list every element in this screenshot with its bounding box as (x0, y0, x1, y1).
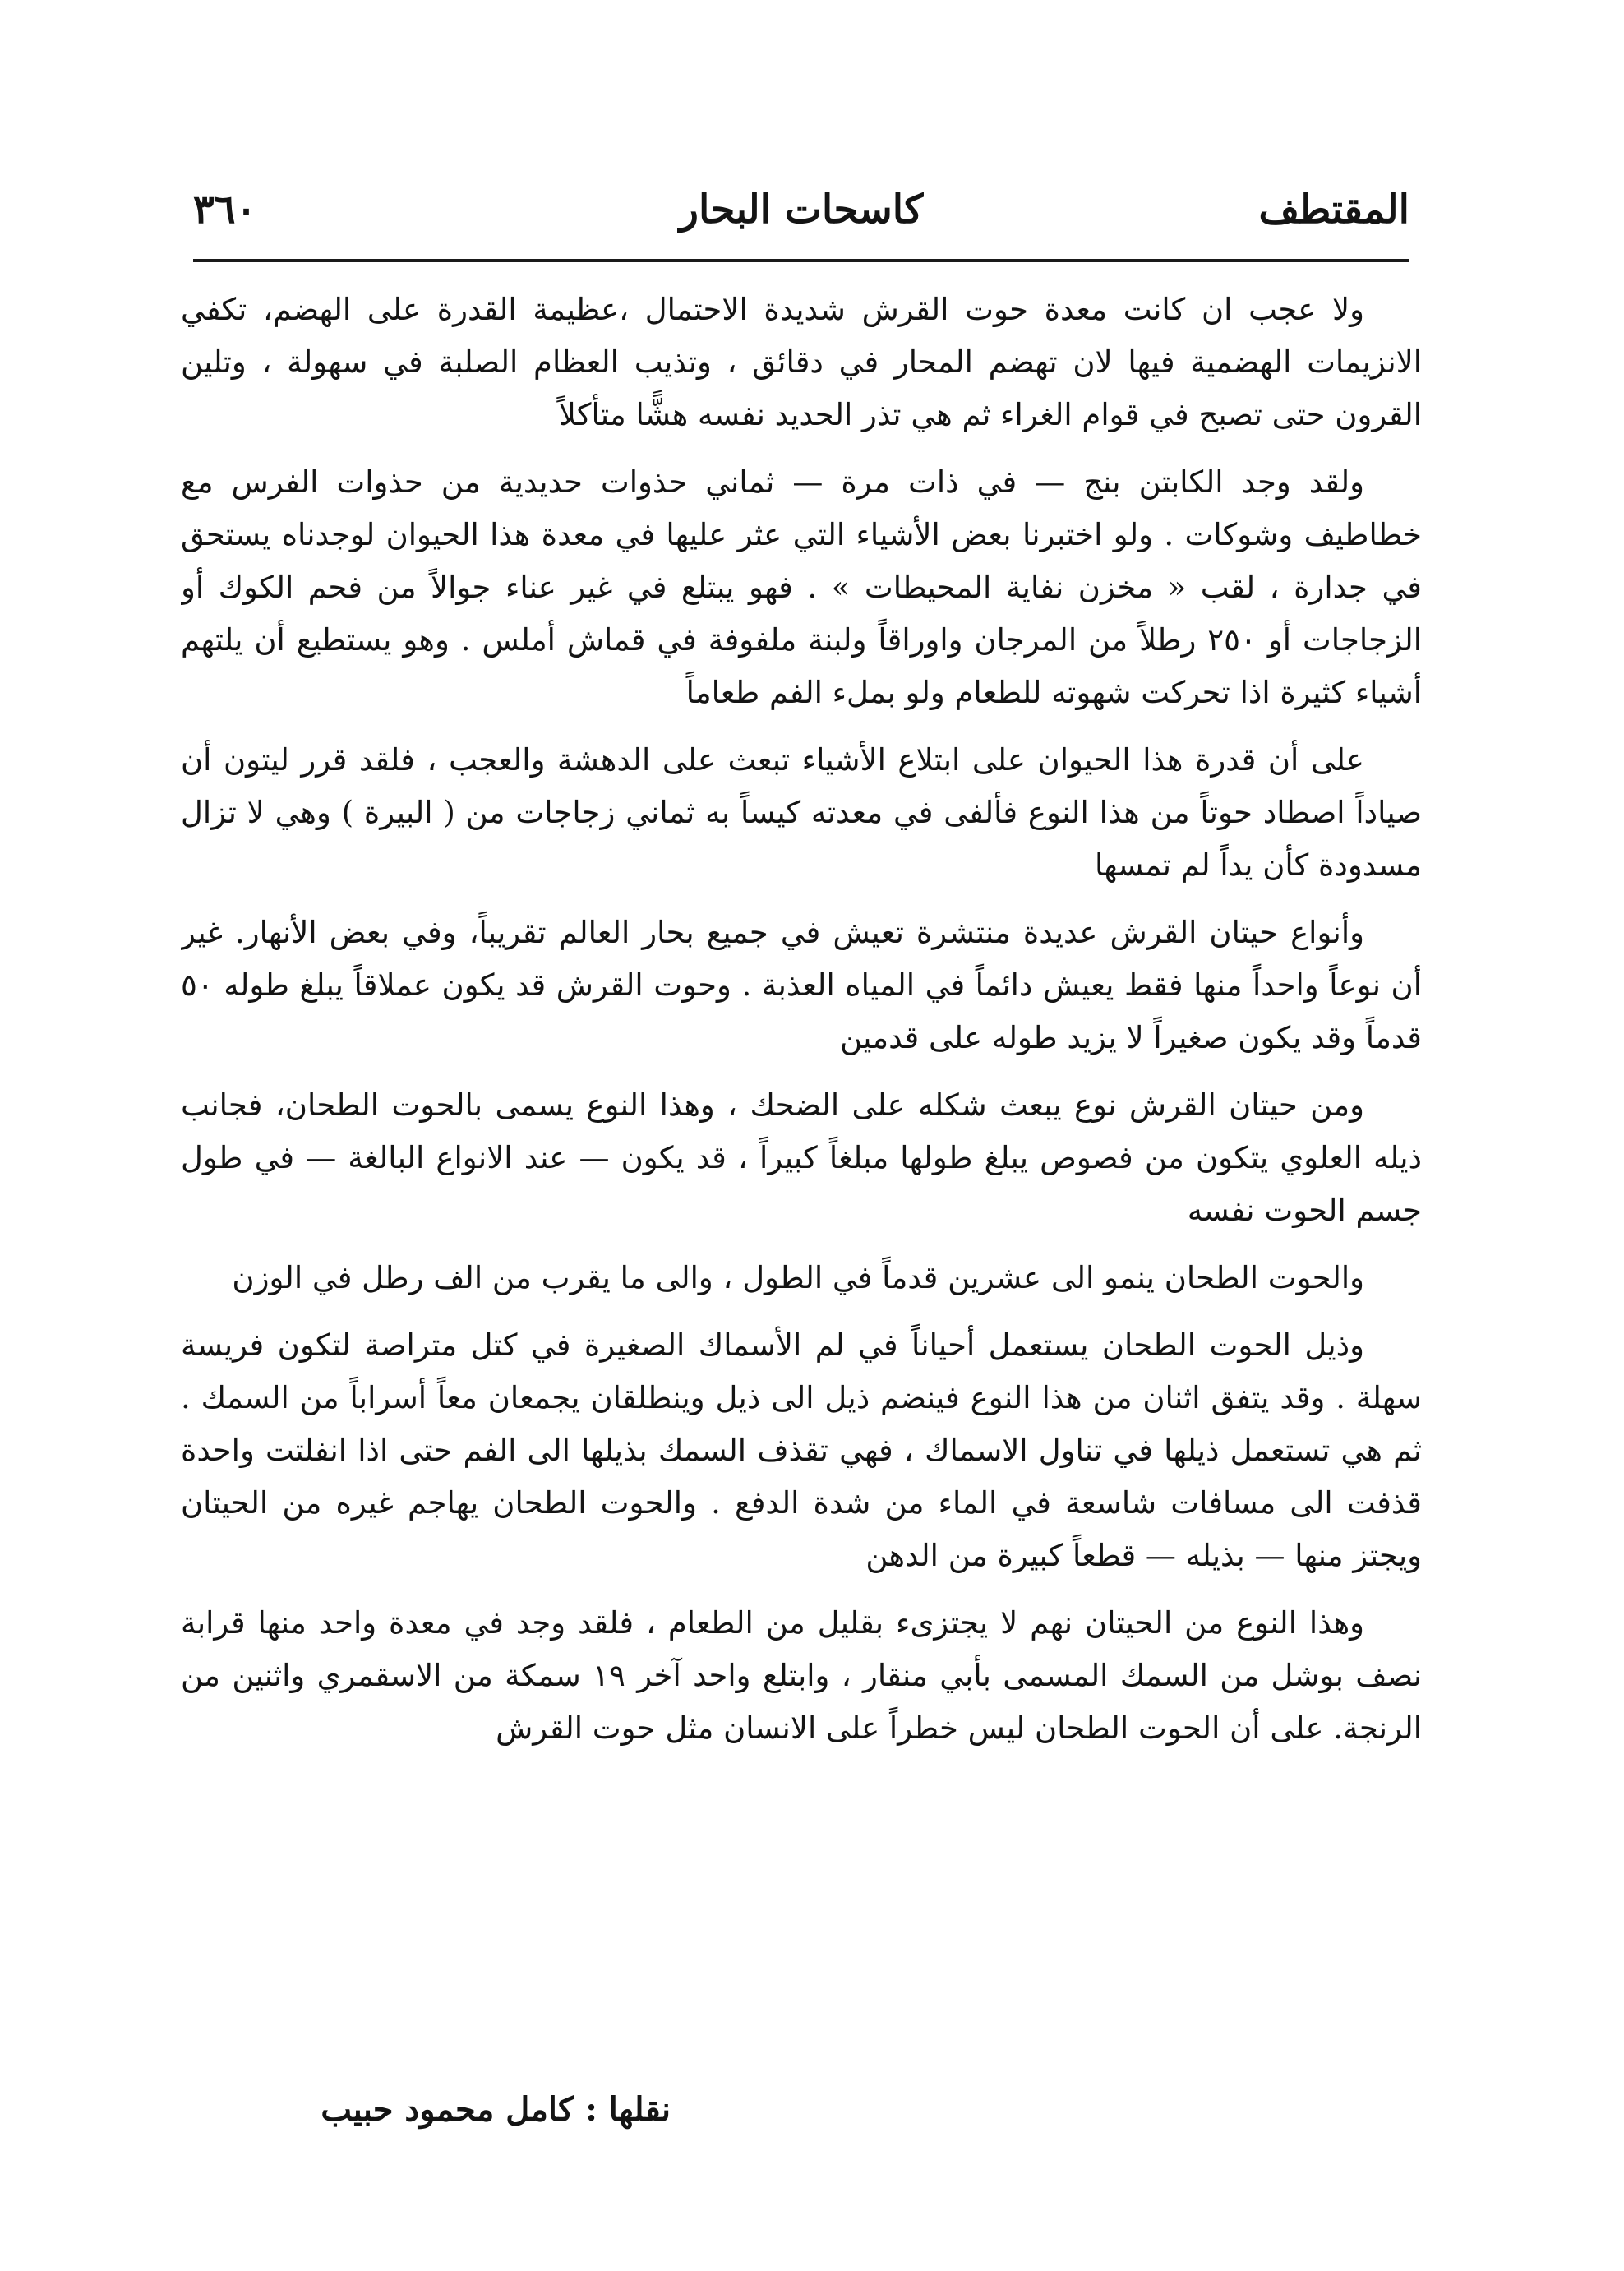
paragraph: ولا عجب ان كانت معدة حوت القرش شديدة الاحتمال ،عظيمة القدرة على الهضم، تكفي الانزيمات الهضمية فيها لان تهضم المحار في دقائق ، وتذيب العظام الصلبة في سهولة ، وتلين القرون حتى تصبح في قوام الغراء ثم هي تذر الحديد نفسه هشًّا متأكلاً (181, 292, 1422, 432)
paragraph: على أن قدرة هذا الحيوان على ابتلاع الأشياء تبعث على الدهشة والعجب ، فلقد قرر ليتون أن صياداً اصطاد حوتاً من هذا النوع فألفى في معدته كيساً به ثماني زجاجات من ( البيرة ) وهي لا تزال مسدودة كأن يداً لم تمسها (181, 742, 1422, 883)
paragraph: وذيل الحوت الطحان يستعمل أحياناً في لم الأسماك الصغيرة في كتل متراصة لتكون فريسة سهلة . وقد يتفق اثنان من هذا النوع فينضم ذيل الى ذيل وينطلقان يجمعان معاً أسراباً من السمك . ثم هي تستعمل ذيلها في تناول الاسماك ، فهي تقذف السمك بذيلها الى الفم حتى اذا انفلتت واحدة قذفت الى مسافات شاسعة في الماء من شدة الدفع . والحوت الطحان يهاجم غيره من الحيتان ويجتز منها — بذيله — قطعاً كبيرة من الدهن (181, 1327, 1422, 1573)
journal-name: المقتطف (1258, 187, 1409, 233)
paragraph: ولقد وجد الكابتن بنج — في ذات مرة — ثماني حذوات حديدية من حذوات الفرس مع خطاطيف وشوكات . ولو اختبرنا بعض الأشياء التي عثر عليها في معدة هذا الحيوان لوجدناه يستحق في جدارة ، لقب « مخزن نفاية المحيطات » . فهو يبتلع في غير عناء جوالاً من فحم الكوك أو الزجاجات أو ٢٥٠ رطلاً من المرجان واوراقاً ولبنة ملفوفة في قماش أملس . وهو يستطيع أن يلتهم أشياء كثيرة اذا تحركت شهوته للطعام ولو بملء الفم طعاماً (181, 464, 1422, 710)
paragraph: والحوت الطحان ينمو الى عشرين قدماً في الطول ، والى ما يقرب من الف رطل في الوزن (232, 1260, 1364, 1295)
paragraph: وهذا النوع من الحيتان نهم لا يجتزىء بقليل من الطعام ، فلقد وجد في معدة واحد منها قرابة نصف بوشل من السمك المسمى بأبي منقار ، وابتلع واحد آخر ١٩ سمكة من الاسقمري واثنين من الرنجة. على أن الحوت الطحان ليس خطراً على الانسان مثل حوت القرش (181, 1605, 1422, 1746)
article-title: كاسحات البحار (679, 187, 924, 233)
translator-signature: نقلها : كامل محمود حبيب (321, 2090, 671, 2129)
page-number: ٣٦٠ (193, 187, 257, 233)
paragraph: ومن حيتان القرش نوع يبعث شكله على الضحك ، وهذا النوع يسمى بالحوت الطحان، فجانب ذيله العلوي يتكون من فصوص يبلغ طولها مبلغاً كبيراً ، قد يكون — عند الانواع البالغة — في طول جسم الحوت نفسه (181, 1087, 1422, 1228)
page-header (193, 177, 1409, 242)
header-rule (193, 259, 1409, 262)
article-body (181, 284, 1422, 2067)
paragraph: وأنواع حيتان القرش عديدة منتشرة تعيش في جميع بحار العالم تقريباً، وفي بعض الأنهار. غير أن نوعاً واحداً منها فقط يعيش دائماً في المياه العذبة . وحوت القرش قد يكون عملاقاً يبلغ طوله ٥٠ قدماً وقد يكون صغيراً لا يزيد طوله على قدمين (181, 915, 1422, 1055)
